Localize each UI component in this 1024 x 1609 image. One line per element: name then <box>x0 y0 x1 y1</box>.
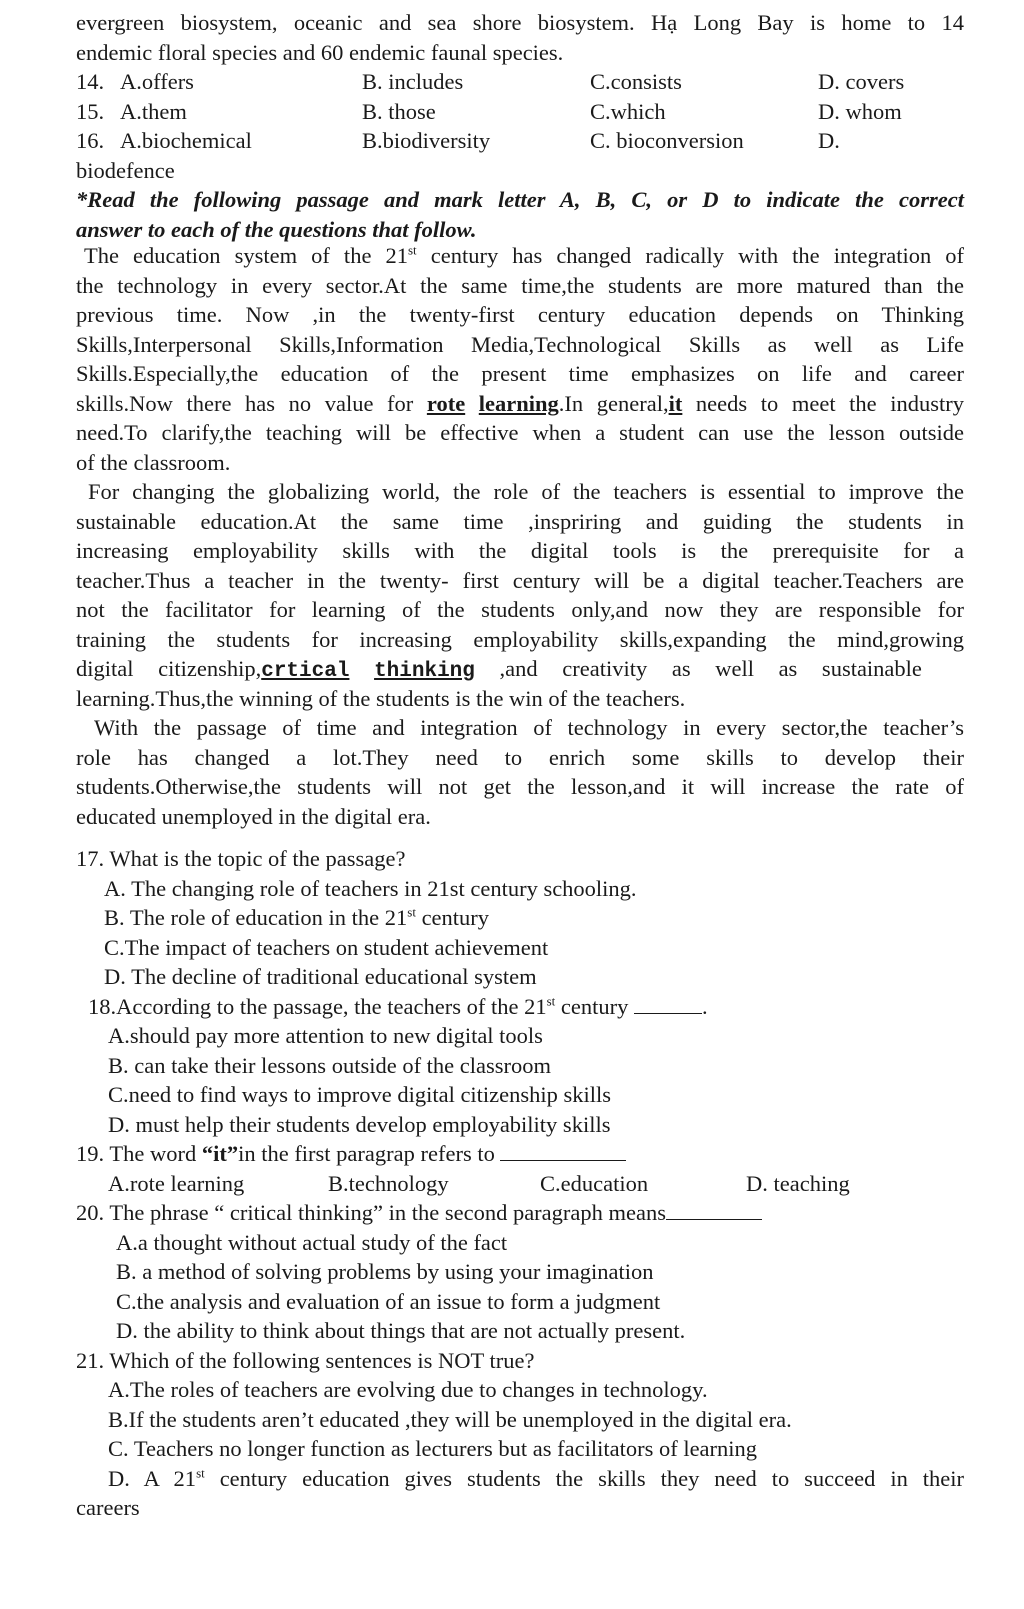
intro-line: evergreen biosystem, oceanic and sea shore biosystem. Hạ Long Bay is home to 14 <box>76 10 964 35</box>
question-18-stem: 18.According to the passage, the teachers of the 21st century . <box>88 993 708 1019</box>
option-a: A.them <box>120 98 187 124</box>
q19-options <box>76 1169 964 1199</box>
passage-line: The education system of the 21st century has changed radically with the integration of <box>84 242 964 268</box>
passage-line: not the facilitator for learning of the students only,and now they are responsible for <box>76 597 964 622</box>
q21-option-d-wrap: careers <box>76 1495 140 1520</box>
cloze-number: 15. <box>76 98 105 124</box>
passage-line: educated unemployed in the digital era. <box>76 803 431 829</box>
passage-line: digital citizenship,crtical thinking ,and creativity as well as sustainable <box>76 656 922 683</box>
q18-option-d: D. must help their students develop employability skills <box>108 1111 611 1137</box>
answer-blank <box>666 1201 762 1220</box>
q17-option-c: C.The impact of teachers on student achievement <box>104 934 549 960</box>
reading-passage <box>76 241 964 831</box>
passage-line: increasing employability skills with the digital tools is the prerequisite for a <box>76 538 964 563</box>
cloze-number: 14. <box>76 69 105 94</box>
passage-line: training the students for increasing employability skills,expanding the mind,growing <box>76 626 964 652</box>
intro-section <box>76 8 964 244</box>
underlined-crtical: crtical <box>261 660 350 683</box>
question-19-stem: 19. The word “it”in the first paragrap refers to <box>76 1139 964 1169</box>
instruction-line: answer to each of the questions that follow. <box>76 216 477 242</box>
q20-option-d: D. the ability to think about things that are not actually present. <box>116 1318 686 1343</box>
passage-line: For changing the globalizing world, the role of the teachers is essential to improve the <box>88 479 964 504</box>
q20-option-c: C.the analysis and evaluation of an issue to form a judgment <box>116 1288 661 1314</box>
instruction-line: *Read the following passage and mark letter A, B, C, or D to indicate the correct <box>76 187 964 212</box>
option-b: B. those <box>362 98 436 124</box>
q18-option-c: C.need to find ways to improve digital citizenship skills <box>108 1082 612 1107</box>
underlined-rote: rote <box>426 390 466 416</box>
intro-line: endemic floral species and 60 endemic faunal species. <box>76 39 564 65</box>
q21-option-c: C. Teachers no longer function as lecturers but as facilitators of learning <box>108 1436 758 1461</box>
passage-line: need.To clarify,the teaching will be effective when a student can use the lesson outside <box>76 420 964 445</box>
option-b: B.biodiversity <box>362 128 491 153</box>
q21-option-d: D. A 21st century education gives students the skills they need to succeed in their <box>108 1465 965 1491</box>
option-c: C. bioconversion <box>590 128 744 153</box>
question-21-stem: 21. Which of the following sentences is NOT true? <box>76 1347 535 1373</box>
passage-line: the technology in every sector.At the same time,the students are more matured than the <box>76 272 964 298</box>
option-d: D. covers <box>818 69 905 94</box>
option-c: C.which <box>590 98 666 124</box>
questions-section <box>76 844 964 1523</box>
passage-line: With the passage of time and integration of technology in every sector,the teacher’s <box>94 715 964 740</box>
q19-option-b: B.technology <box>328 1170 449 1196</box>
option-b: B. includes <box>362 69 464 94</box>
answer-blank <box>500 1142 626 1161</box>
cloze-question-14 <box>76 67 964 97</box>
cloze-question-16 <box>76 126 964 156</box>
option-d: D. <box>818 128 840 153</box>
q18-option-b: B. can take their lessons outside of the classroom <box>108 1052 552 1078</box>
passage-line: previous time. Now ,in the twenty-first century education depends on Thinking <box>76 302 964 327</box>
q19-option-c: C.education <box>540 1170 649 1196</box>
option-a: A.biochemical <box>120 128 252 153</box>
cloze-number: 16. <box>76 128 105 153</box>
passage-line: learning.Thus,the winning of the students is the win of the teachers. <box>76 685 686 711</box>
q17-option-b: B. The role of education in the 21st century <box>104 904 490 930</box>
question-20-stem: 20. The phrase “ critical thinking” in the second paragraph means <box>76 1198 964 1228</box>
q20-option-b: B. a method of solving problems by using your imagination <box>116 1259 654 1284</box>
passage-line: students.Otherwise,the students will not get the lesson,and it will increase the rate of <box>76 774 964 799</box>
underlined-thinking: thinking <box>374 660 475 683</box>
option-a: A.offers <box>120 69 194 94</box>
q19-option-d: D. teaching <box>746 1170 850 1196</box>
q20-option-a: A.a thought without actual study of the fact <box>116 1229 508 1255</box>
cloze-question-15 <box>76 97 964 127</box>
q17-option-a: A. The changing role of teachers in 21st century schooling. <box>104 875 637 901</box>
underlined-it: it <box>668 390 683 416</box>
q18-option-a: A.should pay more attention to new digital tools <box>108 1023 543 1048</box>
q19-option-a: A.rote learning <box>108 1170 245 1196</box>
passage-line: role has changed a lot.They need to enrich some skills to develop their <box>76 744 964 770</box>
answer-blank <box>634 995 702 1014</box>
quoted-word-it: “it” <box>201 1141 239 1166</box>
passage-line: Skills.Especially,the education of the present time emphasizes on life and career <box>76 361 964 386</box>
option-c: C.consists <box>590 69 682 94</box>
underlined-learning: learning <box>478 390 559 416</box>
cloze-wrap-text: biodefence <box>76 157 175 183</box>
passage-line: sustainable education.At the same time ,inspriring and guiding the students in <box>76 508 964 534</box>
passage-line: skills.Now there has no value for rote learning.In general,it needs to meet the industry <box>76 390 965 416</box>
passage-line: Skills,Interpersonal Skills,Information Media,Technological Skills as well as Life <box>76 331 964 357</box>
question-17-stem: 17. What is the topic of the passage? <box>76 846 406 871</box>
passage-line: teacher.Thus a teacher in the twenty- first century will be a digital teacher.Teachers are <box>76 567 964 593</box>
q21-option-a: A.The roles of teachers are evolving due to changes in technology. <box>108 1377 708 1402</box>
passage-line: of the classroom. <box>76 449 231 475</box>
q17-option-d: D. The decline of traditional educational system <box>104 964 537 989</box>
q21-option-b: B.If the students aren’t educated ,they will be unemployed in the digital era. <box>108 1406 792 1432</box>
option-d: D. whom <box>818 98 902 124</box>
